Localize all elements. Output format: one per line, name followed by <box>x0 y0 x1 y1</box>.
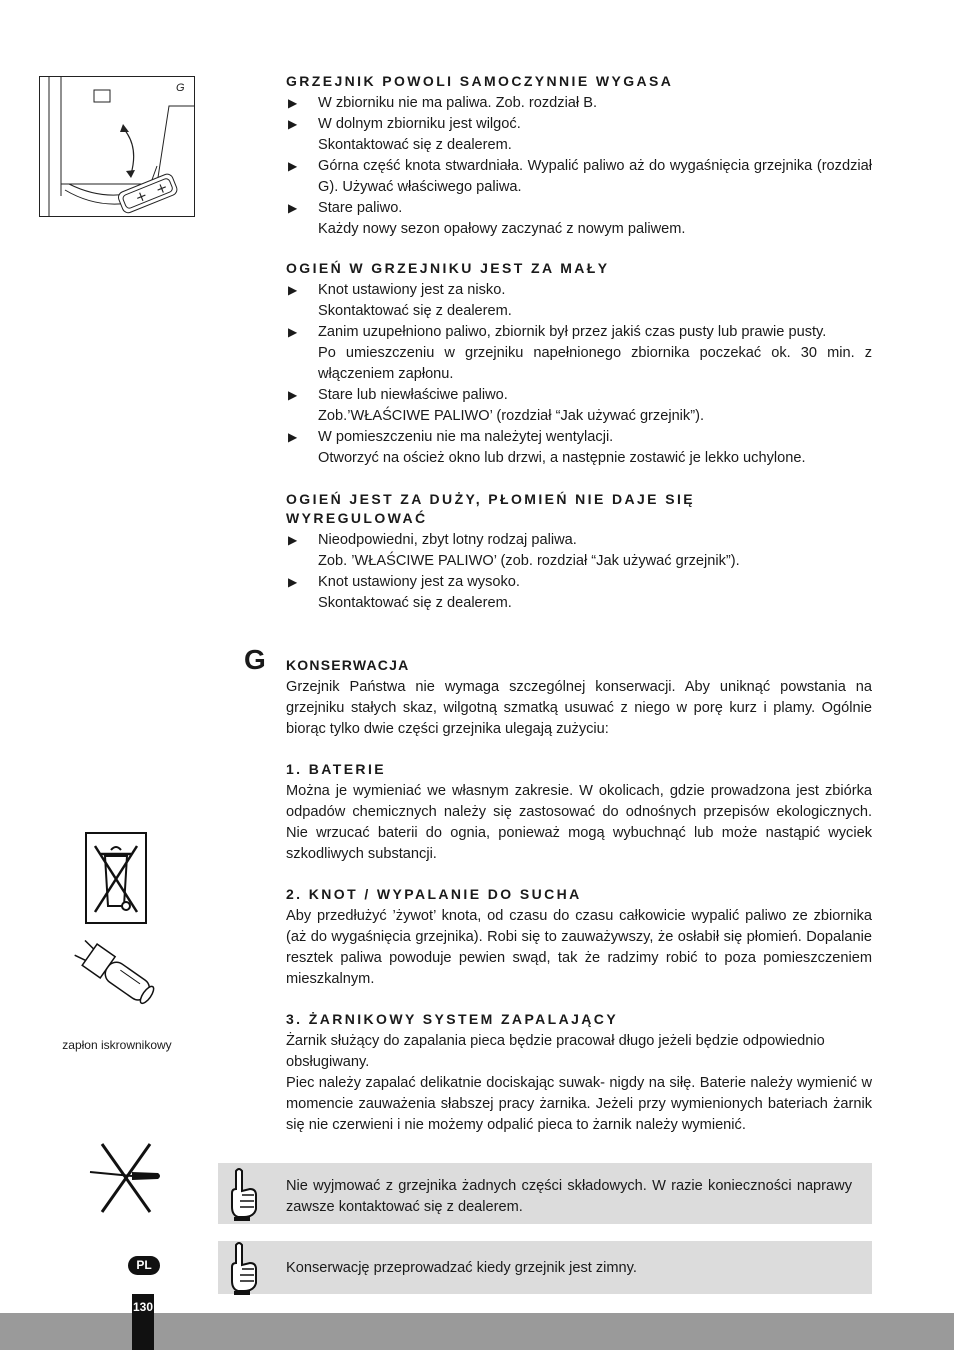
section-title: 3. ŻARNIKOWY SYSTEM ZAPALAJĄCY <box>286 1011 619 1027</box>
section-knot <box>286 886 872 990</box>
note-text: Konserwację przeprowadzać kiedy grzejnik jest zimny. <box>286 1260 637 1276</box>
language-badge: PL <box>128 1256 160 1275</box>
spark-igniter-illustration <box>66 940 170 1019</box>
note-text: Nie wyjmować z grzejnika żadnych części składowych. W razie konieczności naprawy zawsze kontaktować się z dealerem. <box>286 1178 852 1215</box>
section-title: KONSERWACJA <box>286 657 410 673</box>
triangle-right-icon: ▶ <box>288 201 298 215</box>
triangle-right-icon: ▶ <box>288 325 298 339</box>
figure-caption: zapłon iskrownikowy <box>62 1038 172 1052</box>
list-item: ▶ W dolnym zbiorniku jest wilgoć. Skontaktować się z dealerem. <box>288 116 521 153</box>
section-baterie <box>286 761 872 865</box>
list-item: ▶ Knot ustawiony jest za wysoko. Skontaktować się z dealerem. <box>288 574 520 611</box>
crossed-screwdriver-icon <box>88 1142 164 1219</box>
list-item: ▶ W zbiorniku nie ma paliwa. Zob. rozdział B. <box>286 93 872 114</box>
list-item: ▶ Górna część knota stwardniała. Wypalić paliwo aż do wygaśnięcia grzejnika (rozdział G). Używać właściwego paliwa. <box>288 158 872 195</box>
section-title: 1. BATERIE <box>286 761 386 777</box>
triangle-right-icon: ▶ <box>288 283 298 297</box>
list-item: ▶ W pomieszczeniu nie ma należytej wentylacji. Otworzyć na oścież okno lub drzwi, a następnie zostawić je lekko uchylone. <box>288 429 806 466</box>
triangle-right-icon: ▶ <box>288 117 298 131</box>
chapter-letter: G <box>244 644 266 675</box>
list-item: ▶ Nieodpowiedni, zbyt lotny rodzaj paliwa. Zob. ’WŁAŚCIWE PALIWO’ (zob. rozdział “Jak używać grzejnik”). <box>288 532 740 569</box>
section-title: GRZEJNIK POWOLI SAMOCZYNNIE WYGASA <box>286 73 674 89</box>
section-konserwacja <box>286 657 872 740</box>
section-wygasa <box>286 73 872 240</box>
section-text: Aby przedłużyć ’żywot’ knota, od czasu do czasu całkowicie wypalić paliwo ze zbiornika (aż do wygaśnięcia grzejnika). Robi się to zauważywszy, że osłabił się płomień. Dopalanie resztek paliwa powoduje pewien swąd, tak że radzimy robić to poza pomieszczeniem mieszkalnym. <box>286 908 872 987</box>
section-zarnik <box>286 1011 872 1136</box>
list-item: ▶ Stare paliwo. Każdy nowy sezon opałowy zaczynać z nowym paliwem. <box>288 200 686 237</box>
list-item: ▶ Knot ustawiony jest za nisko. Skontaktować się z dealerem. <box>288 282 512 319</box>
section-text: Grzejnik Państwa nie wymaga szczególnej konserwacji. Aby uniknąć powstania na grzejniku stałych skaz, wilgotną szmatką usuwać z niego w porę kurz i plamy. Ogólnie biorąc tylko dwie części grzejnika ulegają zużyciu: <box>286 679 872 737</box>
warning-note <box>218 1163 872 1224</box>
triangle-right-icon: ▶ <box>288 96 298 110</box>
section-duzy <box>286 490 872 614</box>
list-item: ▶ Stare lub niewłaściwe paliwo. Zob.’WŁAŚCIWE PALIWO’ (rozdział “Jak używać grzejnik”). <box>288 387 704 424</box>
triangle-right-icon: ▶ <box>288 575 298 589</box>
list-item: ▶ Zanim uzupełniono paliwo, zbiornik był przez jakiś czas pusty lub prawie pusty. Po umieszczeniu w grzejniku napełnionego zbiornika poczekać ok. 30 min. z włączeniem zapłonu. <box>288 324 872 382</box>
section-text: Żarnik służący do zapalania pieca będzie pracował długo jeżeli będzie odpowiednio obsługiwany. <box>286 1033 825 1070</box>
triangle-right-icon: ▶ <box>288 388 298 402</box>
battery-compartment-illustration <box>39 76 195 217</box>
triangle-right-icon: ▶ <box>288 430 298 444</box>
warning-note <box>218 1241 872 1294</box>
section-title: OGIEŃ W GRZEJNIKU JEST ZA MAŁY <box>286 260 610 276</box>
pointing-hand-icon <box>226 1167 260 1226</box>
page-number: 130 <box>132 1294 154 1350</box>
section-title: OGIEŃ JEST ZA DUŻY, PŁOMIEŃ NIE DAJE SIĘ WYREGULOWAĆ <box>286 491 695 526</box>
section-maly <box>286 260 872 469</box>
figure-letter: G <box>176 82 185 94</box>
svg-text:+: + <box>133 187 150 207</box>
pointing-hand-icon <box>226 1241 260 1300</box>
triangle-right-icon: ▶ <box>288 533 298 547</box>
section-text: Piec należy zapalać delikatnie dociskając suwak- nigdy na siłę. Baterie należy wymienić w momencie zauważenia słabszej pracy żarnika. Jeżeli przy wymienionych bateriach żarnik się nie czerwieni i nie możemy odpalić pieca to żarnik należy wymienić. <box>286 1075 872 1133</box>
section-title: 2. KNOT / WYPALANIE DO SUCHA <box>286 886 582 902</box>
triangle-right-icon: ▶ <box>288 159 298 173</box>
svg-text:+: + <box>153 179 171 199</box>
crossed-bin-icon <box>85 832 147 929</box>
section-text: Można je wymieniać we własnym zakresie. W okolicach, gdzie prowadzona jest zbiórka odpadów chemicznych należy się zastosować do odnośnych przepisów ekologicznych. Nie wrzucać baterii do ognia, ponieważ mogą wybuchnąć lub może nastąpić wyciek szkodliwych substancji. <box>286 783 872 862</box>
